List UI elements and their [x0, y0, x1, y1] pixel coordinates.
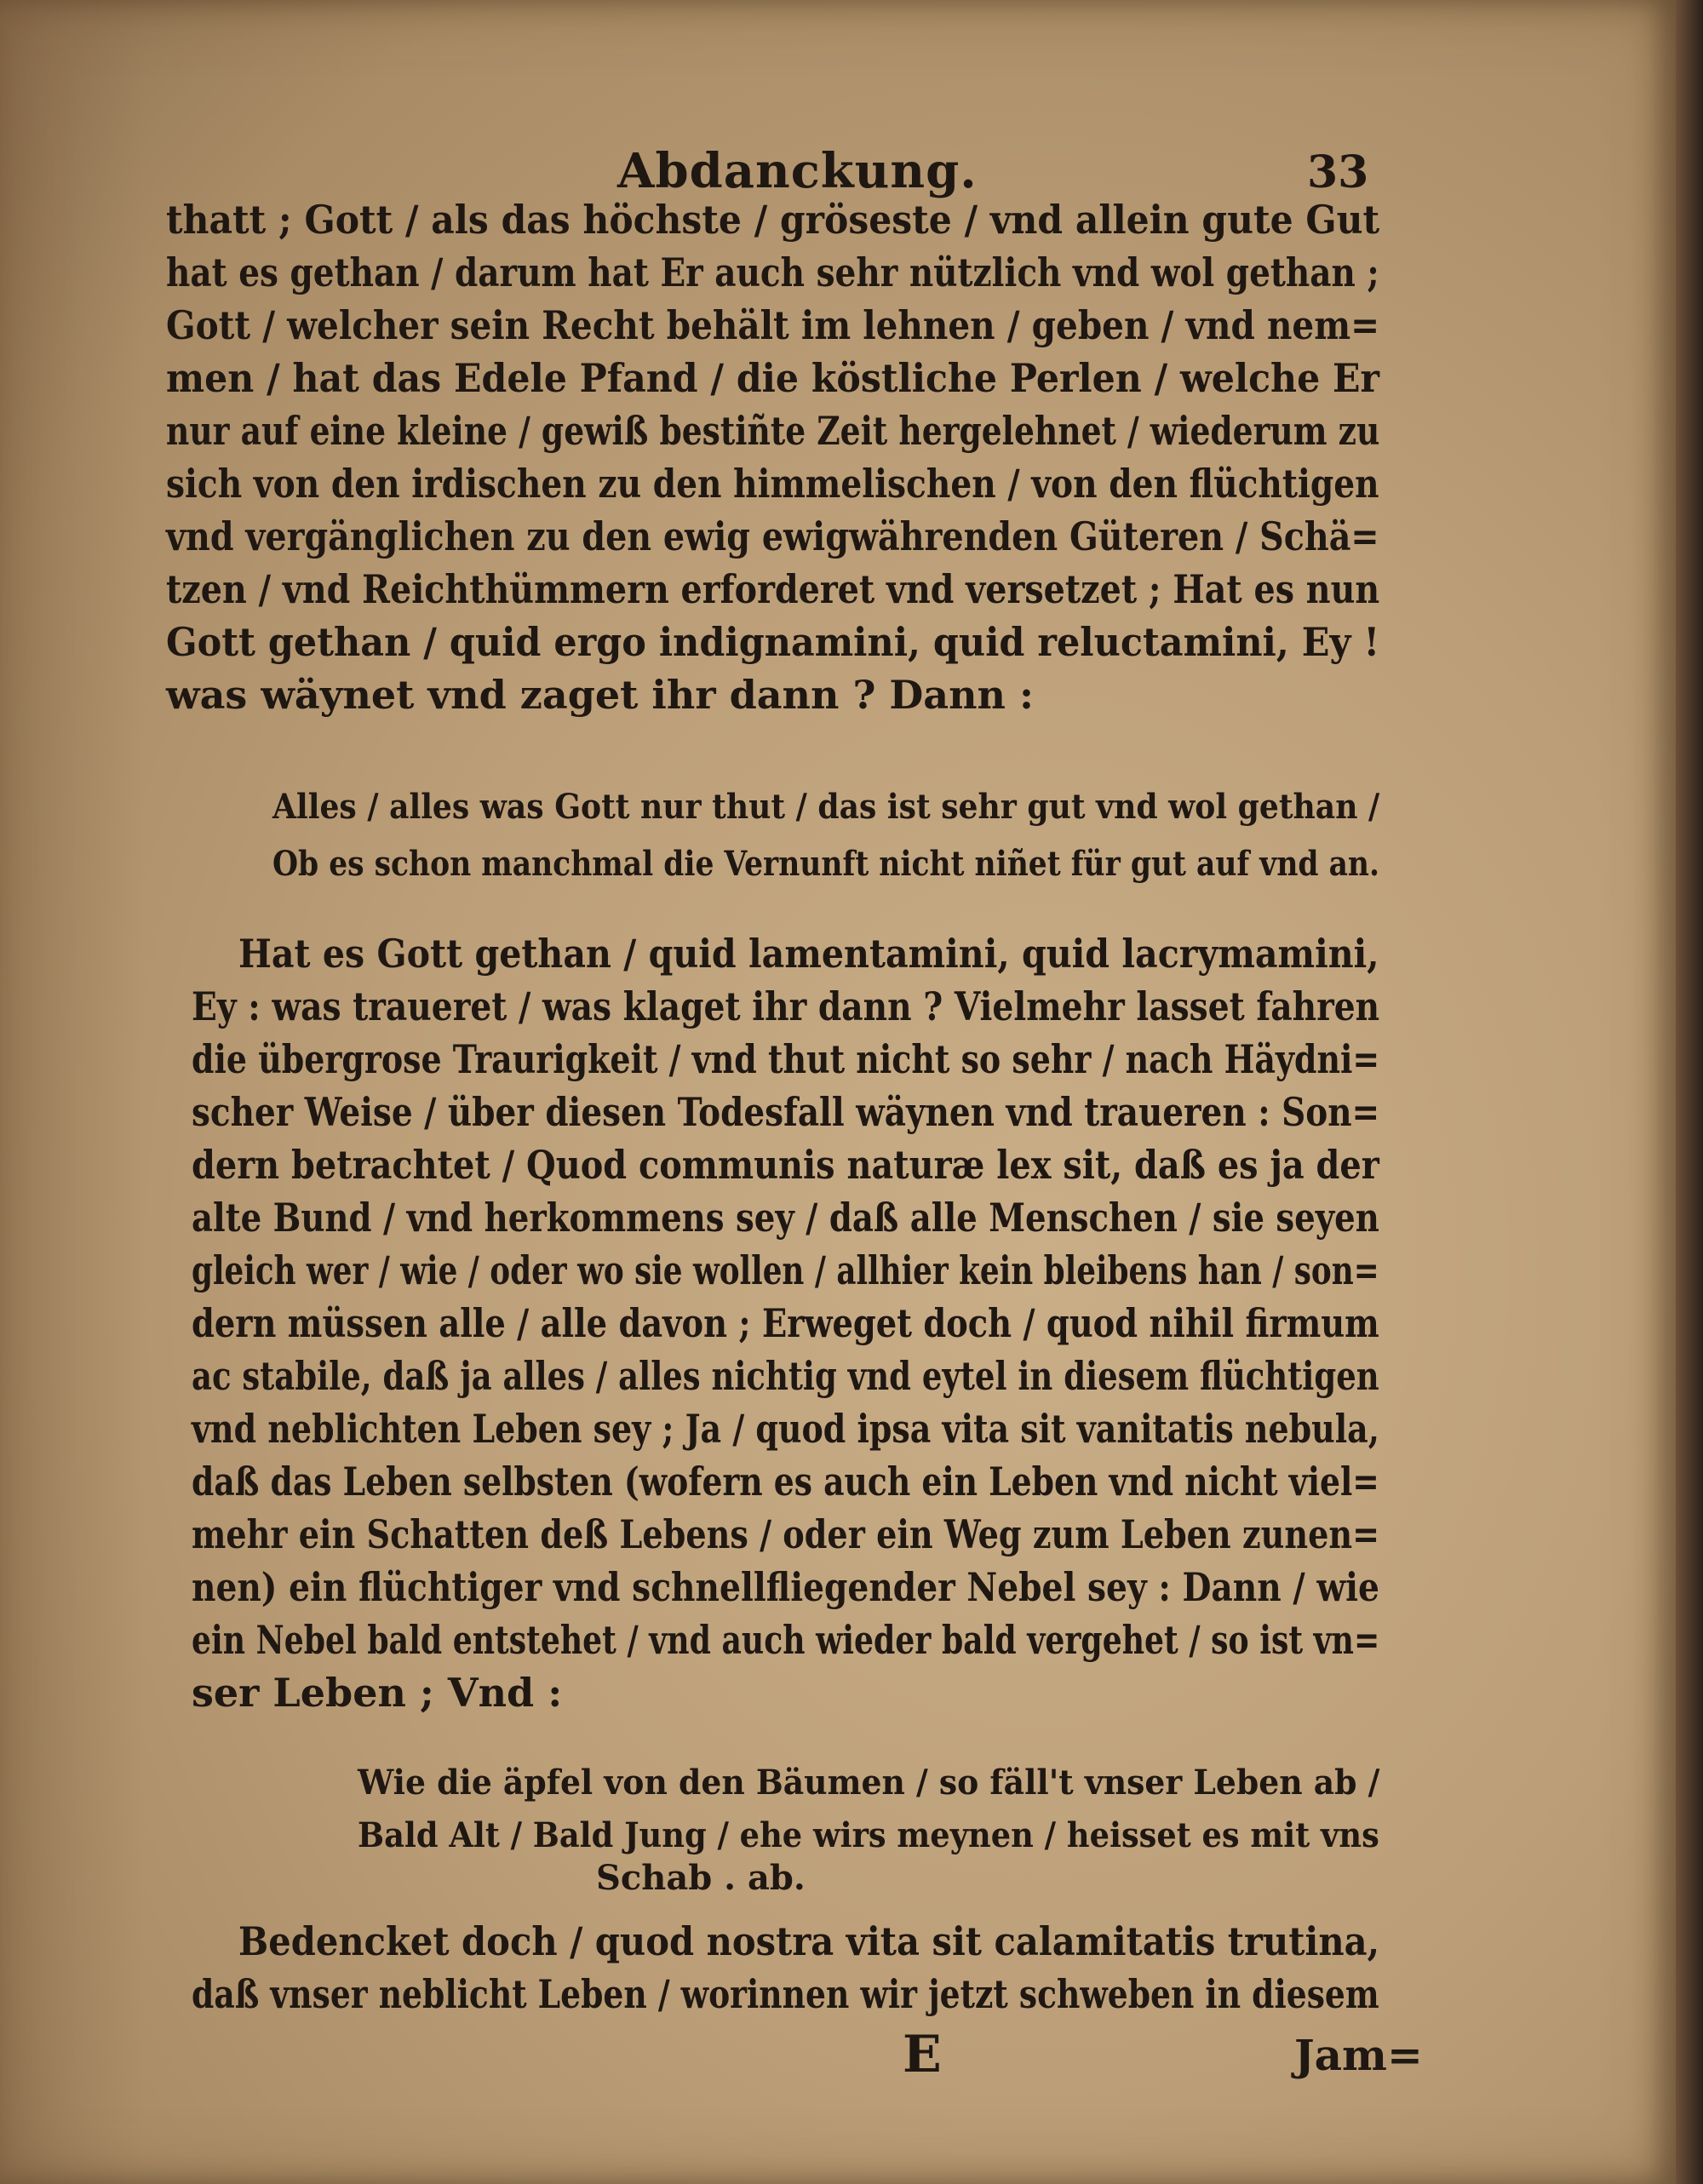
text-line: Gott gethan / quid ergo indignamini, quid reluctamini, Ey !: [166, 619, 1380, 665]
text-line: was wäynet vnd zaget ihr dann ? Dann :: [166, 672, 1034, 718]
text-line: ein Nebel bald entstehet / vnd auch wieder bald vergehet / so ist vn=: [192, 1617, 1380, 1663]
text-line: die übergrose Traurigkeit / vnd thut nicht so sehr / nach Häydni=: [192, 1036, 1380, 1082]
text-line: alte Bund / vnd herkommens sey / daß alle Menschen / sie seyen: [192, 1195, 1379, 1241]
text-line: hat es gethan / darum hat Er auch sehr nützlich vnd wol gethan ;: [166, 249, 1379, 295]
text-line: dern müssen alle / alle davon ; Erweget doch / quod nihil firmum: [192, 1300, 1379, 1346]
text-line: scher Weise / über diesen Todesfall wäynen vnd traueren : Son=: [192, 1089, 1380, 1135]
text-line: ac stabile, daß ja alles / alles nichtig vnd eytel in diesem flüchtigen: [192, 1353, 1379, 1399]
verse-line: Bald Alt / Bald Jung / ehe wirs meynen / heisset es mit vns: [358, 1815, 1379, 1855]
signature-mark: E: [903, 2025, 942, 2084]
text-line: vnd vergänglichen zu den ewig ewigwährenden Güteren / Schä=: [166, 513, 1379, 559]
verse-line: Ob es schon manchmal die Vernunft nicht niñet für gut auf vnd an.: [272, 844, 1380, 884]
text-line: nen) ein flüchtiger vnd schnellfliegender Nebel sey : Dann / wie: [192, 1564, 1379, 1610]
verse-line: Alles / alles was Gott nur thut / das ist sehr gut vnd wol gethan /: [272, 787, 1380, 827]
text-line: dern betrachtet / Quod communis naturæ lex sit, daß es ja der: [192, 1142, 1379, 1188]
text-line: daß vnser neblicht Leben / worinnen wir jetzt schweben in diesem: [192, 1971, 1379, 2017]
verse-line: Schab . ab.: [596, 1858, 806, 1898]
text-line: nur auf eine kleine / gewiß bestiñte Zeit hergelehnet / wiederum zu: [166, 408, 1380, 454]
text-line: Gott / welcher sein Recht behält im lehnen / geben / vnd nem=: [166, 302, 1380, 348]
text-line: thatt ; Gott / als das höchste / gröseste / vnd allein gute Gut: [166, 197, 1380, 243]
book-edge: [1676, 0, 1703, 2184]
text-line: ser Leben ; Vnd :: [192, 1670, 563, 1716]
page-number: 33: [1307, 146, 1369, 198]
text-line: tzen / vnd Reichthümmern erforderet vnd versetzet ; Hat es nun: [166, 566, 1380, 612]
text-line: daß das Leben selbsten (wofern es auch ein Leben vnd nicht viel=: [192, 1459, 1379, 1505]
catchword: Jam=: [1294, 2030, 1423, 2080]
text-line: vnd neblichten Leben sey ; Ja / quod ipsa vita sit vanitatis nebula,: [192, 1406, 1379, 1452]
page-stain: [0, 0, 145, 2184]
running-title: Abdanckung.: [617, 143, 978, 199]
text-line: Hat es Gott gethan / quid lamentamini, quid lacrymamini,: [238, 931, 1379, 977]
text-line: men / hat das Edele Pfand / die köstliche Perlen / welche Er: [166, 355, 1380, 401]
text-line: Ey : was traueret / was klaget ihr dann ? Vielmehr lasset fahren: [192, 983, 1380, 1029]
verse-line: Wie die äpfel von den Bäumen / so fäll't vnser Leben ab /: [358, 1763, 1380, 1803]
text-line: Bedencket doch / quod nostra vita sit calamitatis trutina,: [238, 1918, 1380, 1964]
text-line: mehr ein Schatten deß Lebens / oder ein Weg zum Leben zunen=: [192, 1511, 1380, 1557]
text-line: gleich wer / wie / oder wo sie wollen / allhier kein bleibens han / son=: [192, 1247, 1379, 1293]
text-line: sich von den irdischen zu den himmelischen / von den flüchtigen: [166, 461, 1379, 507]
